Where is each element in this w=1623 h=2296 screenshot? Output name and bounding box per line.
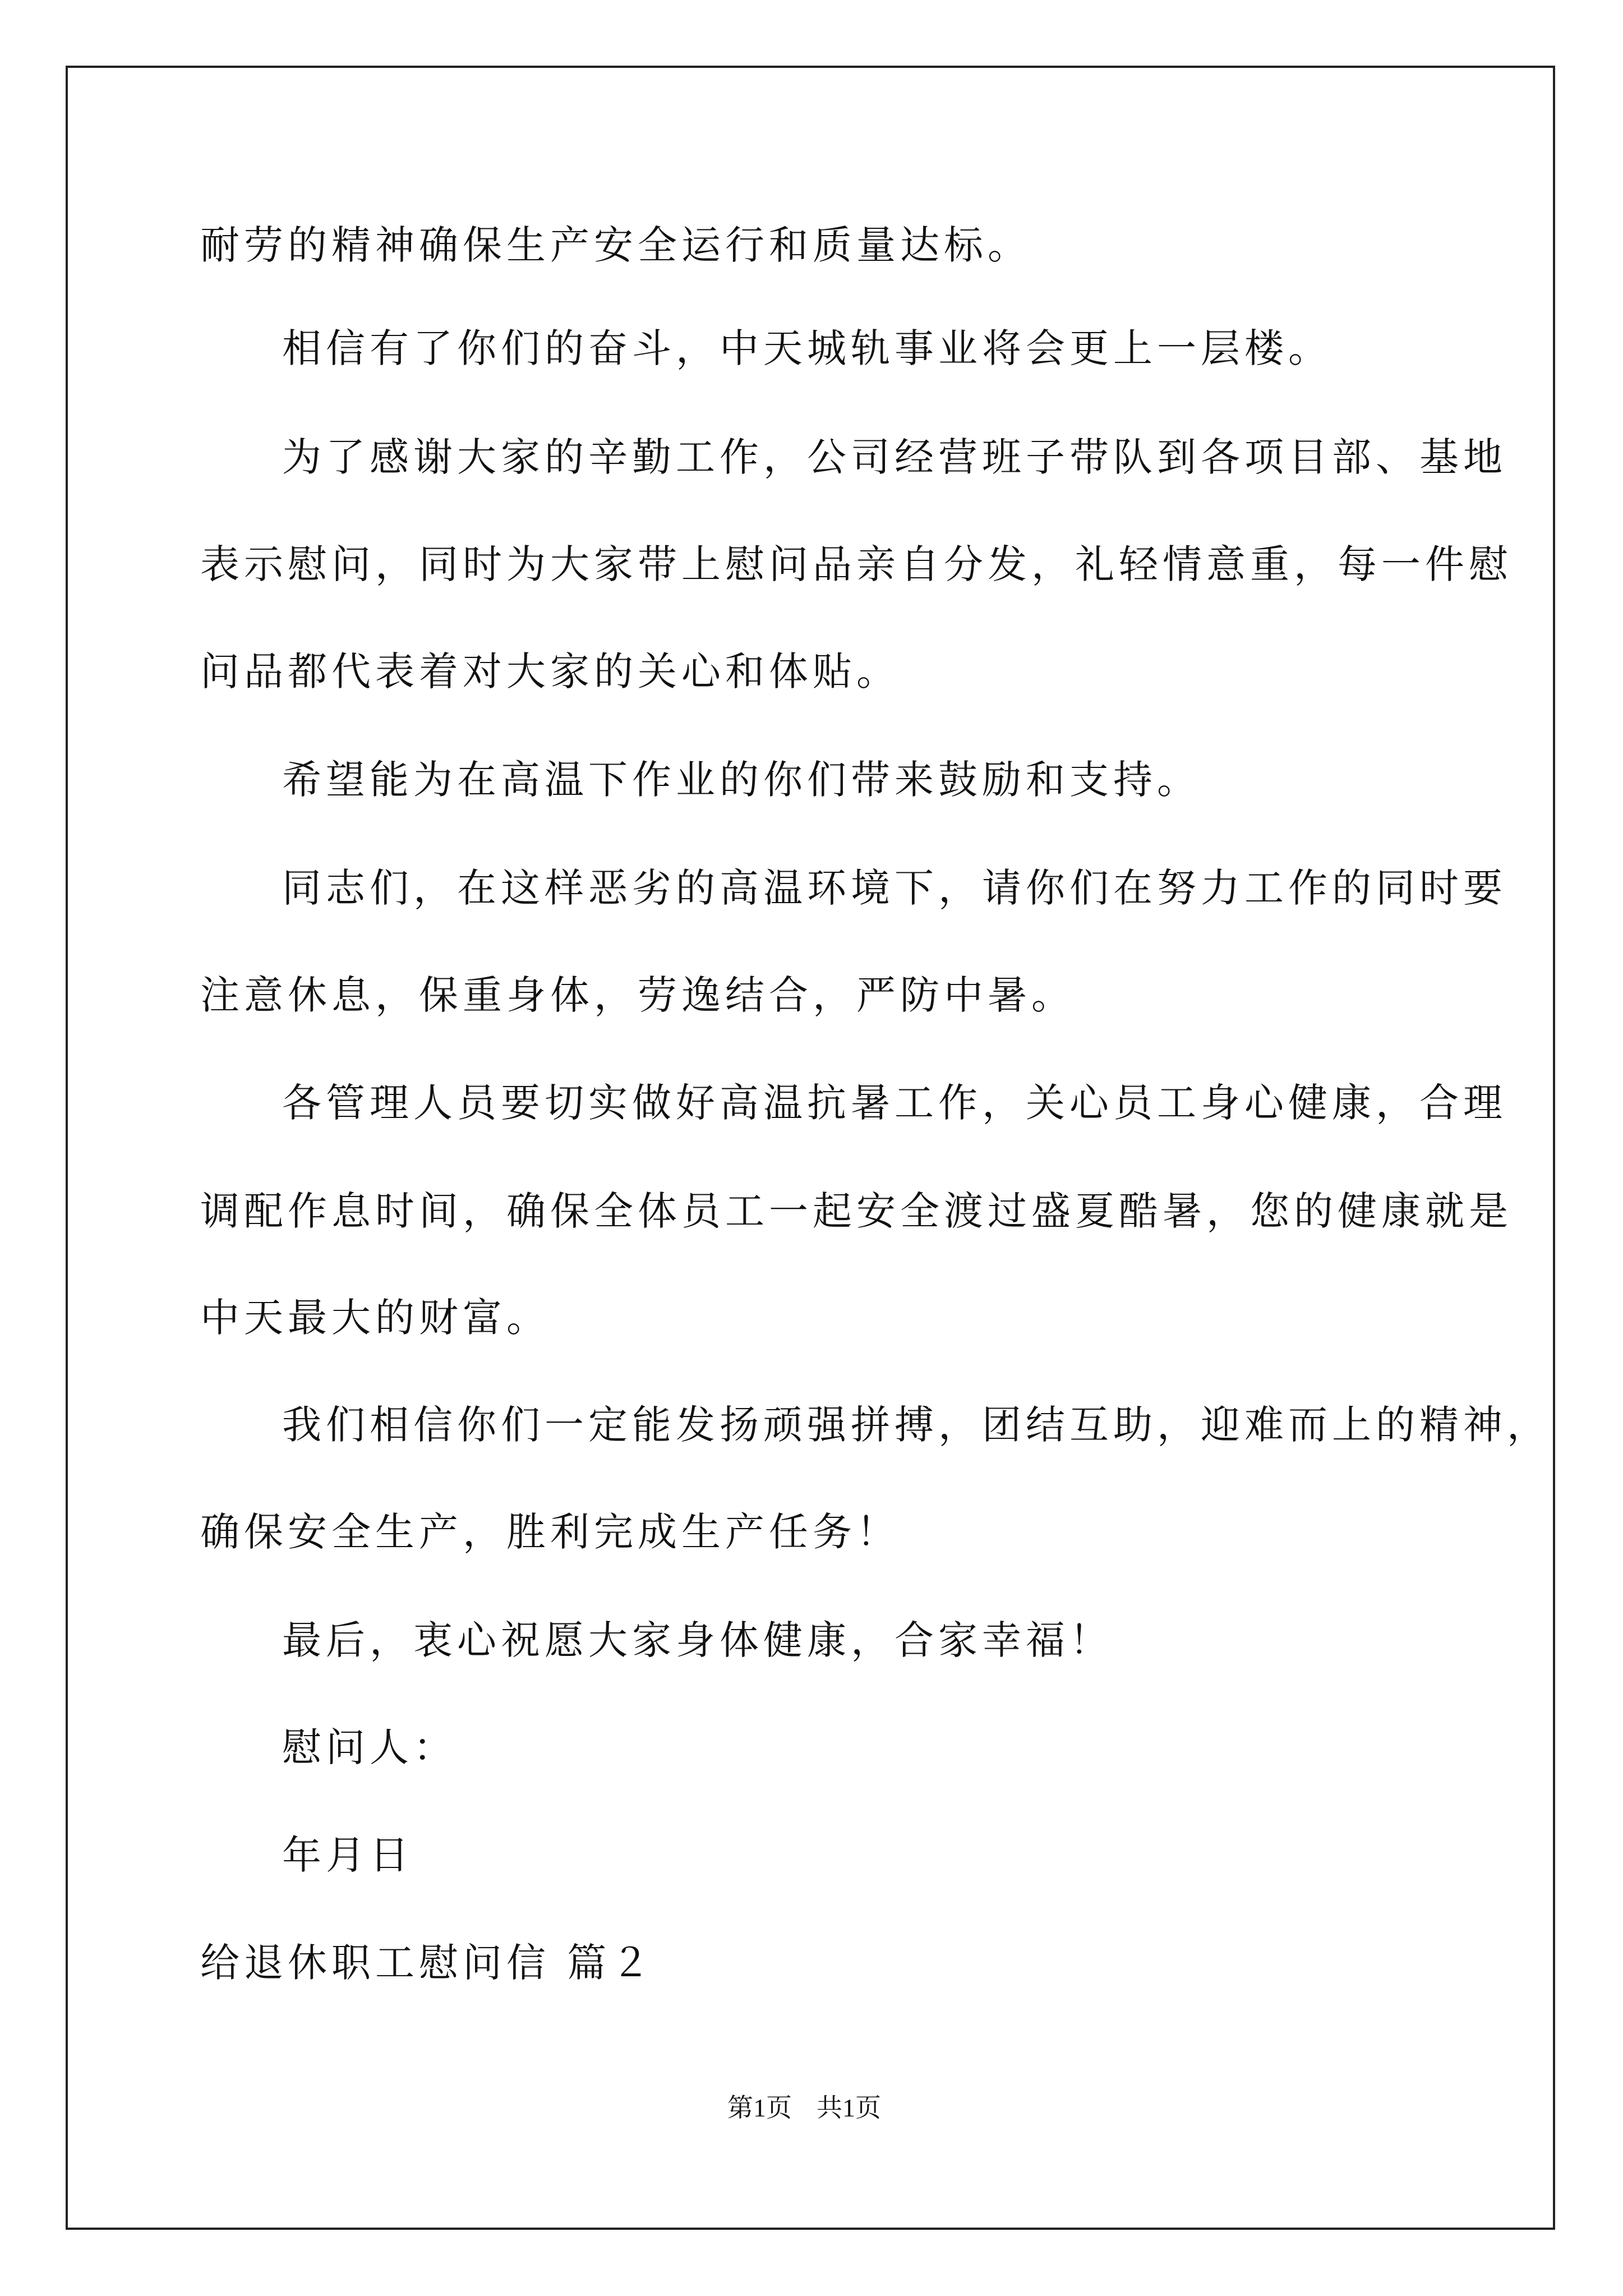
text-line: 注意休息，保重身体，劳逸结合，严防中暑。 — [200, 972, 1075, 1018]
text-line: 相信有了你们的奋斗，中天城轨事业将会更上一层楼。 — [282, 325, 1332, 371]
signature-label: 慰问人： — [282, 1724, 457, 1770]
text-line: 为了感谢大家的辛勤工作，公司经营班子带队到各项目部、基地 — [282, 434, 1507, 480]
text-line: 耐劳的精神确保生产安全运行和质量达标。 — [200, 222, 1031, 268]
date-line: 年月日 — [282, 1832, 413, 1878]
text-line: 调配作息时间，确保全体员工一起安全渡过盛夏酷暑，您的健康就是 — [200, 1188, 1513, 1234]
text-line: 各管理人员要切实做好高温抗暑工作，关心员工身心健康，合理 — [282, 1080, 1507, 1126]
page-border — [66, 66, 1555, 2230]
page-footer — [727, 2091, 881, 2125]
page-number: 第1页 — [727, 2093, 792, 2122]
section-heading: 给退休职工慰问信 篇２ — [200, 1940, 655, 1986]
text-line: 问品都代表着对大家的关心和体贴。 — [200, 648, 900, 694]
text-line: 确保安全生产，胜利完成生产任务！ — [200, 1509, 900, 1555]
text-line: 表示慰问，同时为大家带上慰问品亲自分发，礼轻情意重，每一件慰 — [200, 541, 1513, 587]
page-count: 共1页 — [817, 2093, 881, 2122]
text-line: 希望能为在高温下作业的你们带来鼓励和支持。 — [282, 757, 1201, 803]
text-line: 我们相信你们一定能发扬顽强拼搏，团结互助，迎难而上的精神， — [282, 1402, 1551, 1448]
text-line: 同志们，在这样恶劣的高温环境下，请你们在努力工作的同时要 — [282, 865, 1507, 911]
text-line: 中天最大的财富。 — [200, 1295, 550, 1341]
text-line: 最后，衷心祝愿大家身体健康，合家幸福！ — [282, 1617, 1113, 1663]
